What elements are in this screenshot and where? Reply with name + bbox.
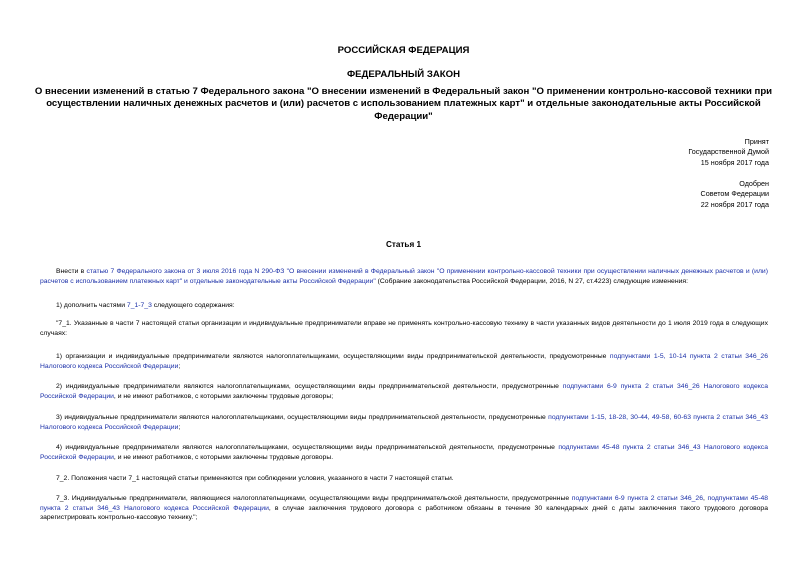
- law-title: [30, 86, 777, 123]
- accepted-line: Государственной Думой: [688, 147, 769, 157]
- accepted-line: 15 ноября 2017 года: [700, 157, 769, 167]
- paragraph-case-4: [40, 443, 768, 462]
- tax-code-link[interactable]: подпунктами 1-5, 10-14 пункта 2 статьи 346_26 Налогового кодекса Российской Федерации: [40, 353, 768, 370]
- approved-line: 22 ноября 2017 года: [700, 199, 769, 209]
- tax-code-link[interactable]: подпунктами 6-9 пункта 2 статьи 346_26: [571, 495, 703, 502]
- paragraph-case-2: [40, 382, 768, 401]
- paragraph-intro: [40, 267, 768, 286]
- text-span: 3) индивидуальные предприниматели являются налогоплательщиками, осуществляющими виды предпринимательской деятельности, предусмотренные: [56, 414, 549, 421]
- doc-type-heading: ФЕДЕРАЛЬНЫЙ ЗАКОН: [346, 69, 461, 80]
- text-span: 7_3. Индивидуальные предприниматели, являющиеся налогоплательщиками, осуществляющими виды предпринимательской деятельности, предусмотренные: [56, 495, 572, 502]
- accepted-block: [688, 137, 769, 168]
- tax-code-link[interactable]: подпунктами 6-9 пункта 2 статьи 346_26 Налогового кодекса Российской Федерации: [40, 383, 768, 400]
- parts-link[interactable]: 7_1-7_3: [126, 302, 152, 309]
- approved-line: Советом Федерации: [700, 189, 769, 199]
- paragraph-7-2: 7_2. Положения части 7_1 настоящей статьи применяются при соблюдении условия, указанного в части 7 настоящей статьи.: [56, 475, 454, 482]
- text-span: ;: [178, 423, 181, 431]
- text-span: , и не имеют работников, с которыми заключены трудовые договоры;: [113, 392, 334, 400]
- approved-line: Одобрен: [739, 179, 769, 188]
- text-span: 1) дополнить частями: [56, 302, 127, 309]
- accepted-line: Принят: [744, 137, 769, 146]
- text-span: Внести в: [56, 268, 87, 275]
- text-span: , в случае заключения трудового договора с работником обязаны в течение 30 календарных дней с даты заключения такого трудового договора зарегистрировать контрольно-кассовую технику.";: [40, 504, 768, 522]
- paragraph-case-3: [40, 413, 768, 432]
- paragraph-7-3: [40, 494, 768, 523]
- law-title-line: О внесении изменений в статью 7 Федерального закона "О внесении изменений в Федеральный закон "О применении контрольно-кассовой техники при: [34, 86, 773, 97]
- text-span: ,: [702, 495, 708, 502]
- text-span: 4) индивидуальные предприниматели являются налогоплательщиками, осуществляющими виды предпринимательской деятельности, предусмотренные: [56, 444, 559, 451]
- text-span: 2) индивидуальные предприниматели являются налогоплательщиками, осуществляющими виды предпринимательской деятельности, предусмотренные: [56, 383, 563, 390]
- text-span: 1) организации и индивидуальные предприниматели являются налогоплательщиками, осуществляющими виды предпринимательской деятельности, предусмотренные: [56, 353, 610, 360]
- country-heading: РОССИЙСКАЯ ФЕДЕРАЦИЯ: [337, 45, 470, 56]
- law-link[interactable]: статью 7 Федерального закона от 3 июля 2016 года N 290-ФЗ "О внесении изменений в Федеральный закон "О применении контрольно-кассовой техники при осуществлении наличных денежных расчетов и (или) расчетов с использованием платежных карт" и отдельные законодательные акты Российской Федерации": [40, 268, 768, 285]
- article-heading: Статья 1: [385, 240, 422, 249]
- paragraph-case-1: [40, 352, 768, 371]
- text-span: , и не имеют работников, с которыми заключены трудовые договоры.: [113, 453, 334, 461]
- tax-code-link[interactable]: подпунктами 45-48 пункта 2 статьи 346_43 Налогового кодекса Российской Федерации: [40, 495, 769, 512]
- text-span: ;: [178, 362, 181, 370]
- approved-block: [701, 179, 769, 210]
- tax-code-link[interactable]: подпунктами 45-48 пункта 2 статьи 346_43 Налогового кодекса Российской Федерации: [40, 444, 768, 461]
- paragraph-item-1: [40, 301, 768, 311]
- text-span: следующего содержания:: [151, 302, 235, 309]
- text-span: (Собрание законодательства Российской Федерации, 2016, N 27, ст.4223) следующие изменения:: [375, 277, 688, 285]
- paragraph-7-1: "7_1. Указанные в части 7 настоящей статьи организации и индивидуальные предприниматели вправе не применять контрольно-кассовую технику в части указанных видов деятельности до 1 июля 2019 года в следующих случаях:: [40, 320, 768, 337]
- law-title-line: осуществлении наличных денежных расчетов и (или) расчетов с использованием платежных карт" и отдельные законодательные акты Российской Федерации": [46, 98, 761, 122]
- tax-code-link[interactable]: подпунктами 1-15, 18-28, 30-44, 49-58, 60-63 пункта 2 статьи 346_43 Налогового кодекса Российской Федерации: [40, 414, 768, 431]
